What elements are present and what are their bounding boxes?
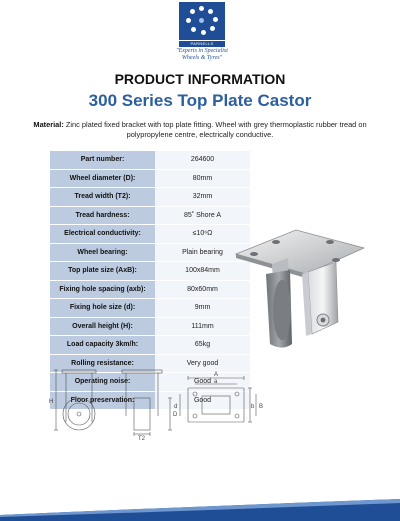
spec-row xyxy=(50,151,250,169)
logo-tagline-line1: "Experts in Specialist xyxy=(176,48,228,54)
spec-label: Tread hardness: xyxy=(50,206,155,225)
spec-label: Wheel bearing: xyxy=(50,243,155,262)
material-text: Zinc plated fixed bracket with top plate fitting. Wheel with grey thermoplastic rubber tread on polypropylene centre, electrically conductive. xyxy=(63,120,367,139)
spec-row xyxy=(50,280,250,299)
front-view-drawing xyxy=(54,370,96,430)
spec-row xyxy=(50,243,250,262)
spec-value: 111mm xyxy=(155,317,250,336)
spec-label: Electrical conductivity: xyxy=(50,225,155,244)
spec-value: 65kg xyxy=(155,336,250,355)
spec-row xyxy=(50,225,250,244)
page-heading: PRODUCT INFORMATION xyxy=(114,71,286,87)
spec-row xyxy=(50,336,250,355)
spec-label: Rolling resistance: xyxy=(50,354,155,373)
spec-row xyxy=(50,317,250,336)
dim-label-b-upper: B xyxy=(259,404,264,410)
side-view-drawing xyxy=(122,370,172,436)
technical-drawings xyxy=(40,366,280,441)
spec-value: Very good xyxy=(155,354,250,373)
spec-label: Operating noise: xyxy=(50,373,155,392)
spec-value: 32mm xyxy=(155,188,250,207)
spec-row xyxy=(50,188,250,207)
spec-label: Wheel diameter (D): xyxy=(50,169,155,188)
spec-row xyxy=(50,169,250,188)
spec-row xyxy=(50,299,250,318)
dim-label-a-lower: a xyxy=(214,379,218,385)
material-label: Material: xyxy=(33,120,64,129)
dim-label-h: H xyxy=(49,399,54,405)
spec-label: Floor preservation: xyxy=(50,391,155,410)
spec-label: Top plate size (AxB): xyxy=(50,262,155,281)
logo-tagline xyxy=(172,48,232,61)
spec-value: 9mm xyxy=(155,299,250,318)
spec-label: Tread width (T2): xyxy=(50,188,155,207)
dim-label-b-lower: b xyxy=(251,404,255,410)
dim-label-d-wheel: D xyxy=(173,412,178,418)
company-logo xyxy=(172,2,232,61)
spec-value: Good xyxy=(155,373,250,392)
spec-label: Part number: xyxy=(50,151,155,169)
material-description xyxy=(30,120,370,140)
spec-label: Fixing hole size (d): xyxy=(50,299,155,318)
spec-value: 264600 xyxy=(155,151,250,169)
dim-label-a-upper: A xyxy=(214,372,219,378)
footer-swoosh xyxy=(0,499,400,521)
spec-label: Fixing hole spacing (axb): xyxy=(50,280,155,299)
top-plate-drawing xyxy=(180,376,256,422)
product-title: 300 Series Top Plate Castor xyxy=(88,91,312,110)
spec-label: Overall height (H): xyxy=(50,317,155,336)
logo-tagline-line2: Wheels & Tyres" xyxy=(181,54,223,61)
castor-product-photo xyxy=(226,218,376,360)
spec-value: Plain bearing xyxy=(155,243,250,262)
spec-label: Load capacity 3km/h: xyxy=(50,336,155,355)
spec-value: 80mm xyxy=(155,169,250,188)
spec-value: Good xyxy=(155,391,250,410)
spec-row xyxy=(50,262,250,281)
spec-value: 100x84mm xyxy=(155,262,250,281)
spec-row xyxy=(50,206,250,225)
spec-value: 85˚ Shore A xyxy=(155,206,250,225)
logo-brand: PARNELLS xyxy=(179,41,225,47)
dim-label-d-hole: d xyxy=(174,404,178,410)
spec-value: 80x60mm xyxy=(155,280,250,299)
logo-wheel-icon xyxy=(179,2,225,40)
spec-value: ≤10⁶Ω xyxy=(155,225,250,244)
dim-label-t2: T2 xyxy=(138,436,146,441)
